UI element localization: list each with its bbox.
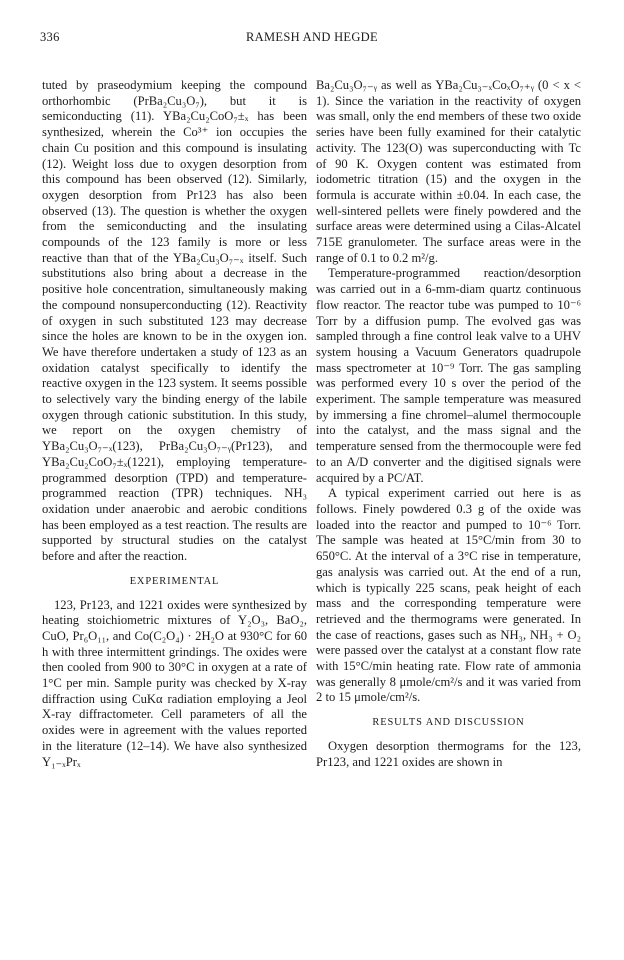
- page-header: [0, 28, 624, 48]
- running-title: RAMESH AND HEGDE: [246, 30, 378, 44]
- paragraph-results-start: Oxygen desorption thermograms for the 123, Pr123, and 1221 oxides are shown in: [316, 738, 581, 769]
- section-heading-results: RESULTS AND DISCUSSION: [372, 717, 525, 729]
- paragraph-tpr-apparatus: Temperature-programmed reaction/desorption was carried out in a 6-mm-diam quartz continuous flow reactor. The reactor tube was pumped to 10⁻⁶ Torr by a diffusion pump. The evolved gas was sampled through a fine control leak valve to a UHV system housing a Vacuum Generators quadrupole mass spectrometer at 10⁻⁹ Torr. The gas sampling was performed every 10 s over the period of the experiment. The sample temperature was measured by immersing a fine chromel–alumel thermocouple into the catalyst, and the mass signal and the temperature sensed from the thermocouple were fed to an A/D converter and the digitised signals were acquired by a PC/AT.: [316, 266, 581, 485]
- section-heading-experimental: EXPERIMENTAL: [129, 575, 220, 587]
- paragraph-typical-experiment: A typical experiment carried out here is as follows. Finely powdered 0.3 g of the oxide was loaded into the reactor and pumped to 10⁻⁶ Torr. The sample was heated at 15°C/min from 30 to 650°C. At the interval of a 3°C rise in temperature, gas analysis was carried out. At the end of a run, which is typically 225 scans, peak height of each mass and the corresponding temperature were retrieved and the thermograms were generated. In the case of reactions, gases such as NH₃, NH₃ + O₂ were passed over the catalyst at a constant flow rate with 15°C/min heating rate. Flow rate of ammonia was generally 8 μmole/cm²/s and it was varied from 2 to 15 μmole/cm²/s.: [316, 486, 581, 705]
- left-column: [42, 78, 307, 770]
- paragraph-oxide-series: Ba₂Cu₃O₇₋ᵧ as well as YBa₂Cu₃₋ₓCoₓO₇₊ᵧ (0 < x < 1). Since the variation in the reactivity of oxygen was small, only the end members of these two oxide series have been fully examined for their catalytic activity. The 123(O) was superconducting with Tc of 90 K. Oxygen content was estimated from iodometric titration (15) and the oxygen in the formula is accurate within ±0.04. In each case, the well-sintered pellets were finely powdered and the surface areas were determined using a Cilas-Alcatel 715E granulometer. The surface areas were in the range of 0.1 to 0.2 m²/g.: [316, 78, 581, 265]
- paragraph-intro-continued: tuted by praseodymium keeping the compound orthorhombic (PrBa₂Cu₃O₇), but it is semiconducting (11). YBa₂Cu₂CoO₇±ₓ has been synthesized, wherein the Co³⁺ ion occupies the chain Cu position and this compound is insulating (12). Weight loss due to oxygen desorption from this compound has been observed (12). Similarly, oxygen desorption from Pr123 has also been observed (13). The question is whether the oxygen from the semiconducting and the insulating compounds of the 123 family is more or less reactive than that of the YBa₂Cu₃O₇₋ₓ itself. Such substitutions also bring about a decrease in the positive hole concentration, simultaneously making the compound nonsuperconducting (12). Reactivity of oxygen in such substituted 123 may decrease since the holes are known to be in the oxygen ion. We have therefore undertaken a study of 123 as an oxidation catalyst specifically to identify the reactive oxygen in the 123 system. It seems possible to selectively vary the binding energy of the labile oxygen through cationic substitution. In this study, we report on the oxygen chemistry of YBa₂Cu₃O₇₋ₓ(123), PrBa₂Cu₃O₇₋ᵧ(Pr123), and YBa₂Cu₂CoO₇±ₓ(1221), employing temperature-programmed desorption (TPD) and temperature-programmed reaction (TPR) techniques. NH₃ oxidation under anaerobic and aerobic conditions has been employed as a test reaction. The results are supported by structural studies on the catalyst before and after the reaction.: [42, 78, 307, 564]
- page-number: 336: [40, 30, 60, 44]
- right-column: [316, 78, 581, 770]
- paragraph-synthesis: 123, Pr123, and 1221 oxides were synthesized by heating stoichiometric mixtures of Y₂O₃, BaO₂, CuO, Pr₆O₁₁, and Co(C₂O₄) · 2H₂O at 930°C for 60 h with three intermittent grindings. The oxides were then cooled from 900 to 30°C in oxygen at a rate of 1°C per min. Sample purity was checked by X-ray diffraction using CuKα radiation employing a Jeol X-ray diffractometer. Cell parameters of all the oxides were in agreement with the values reported in the literature (12–14). We have also synthesized Y₁₋ₓPrₓ: [42, 597, 307, 769]
